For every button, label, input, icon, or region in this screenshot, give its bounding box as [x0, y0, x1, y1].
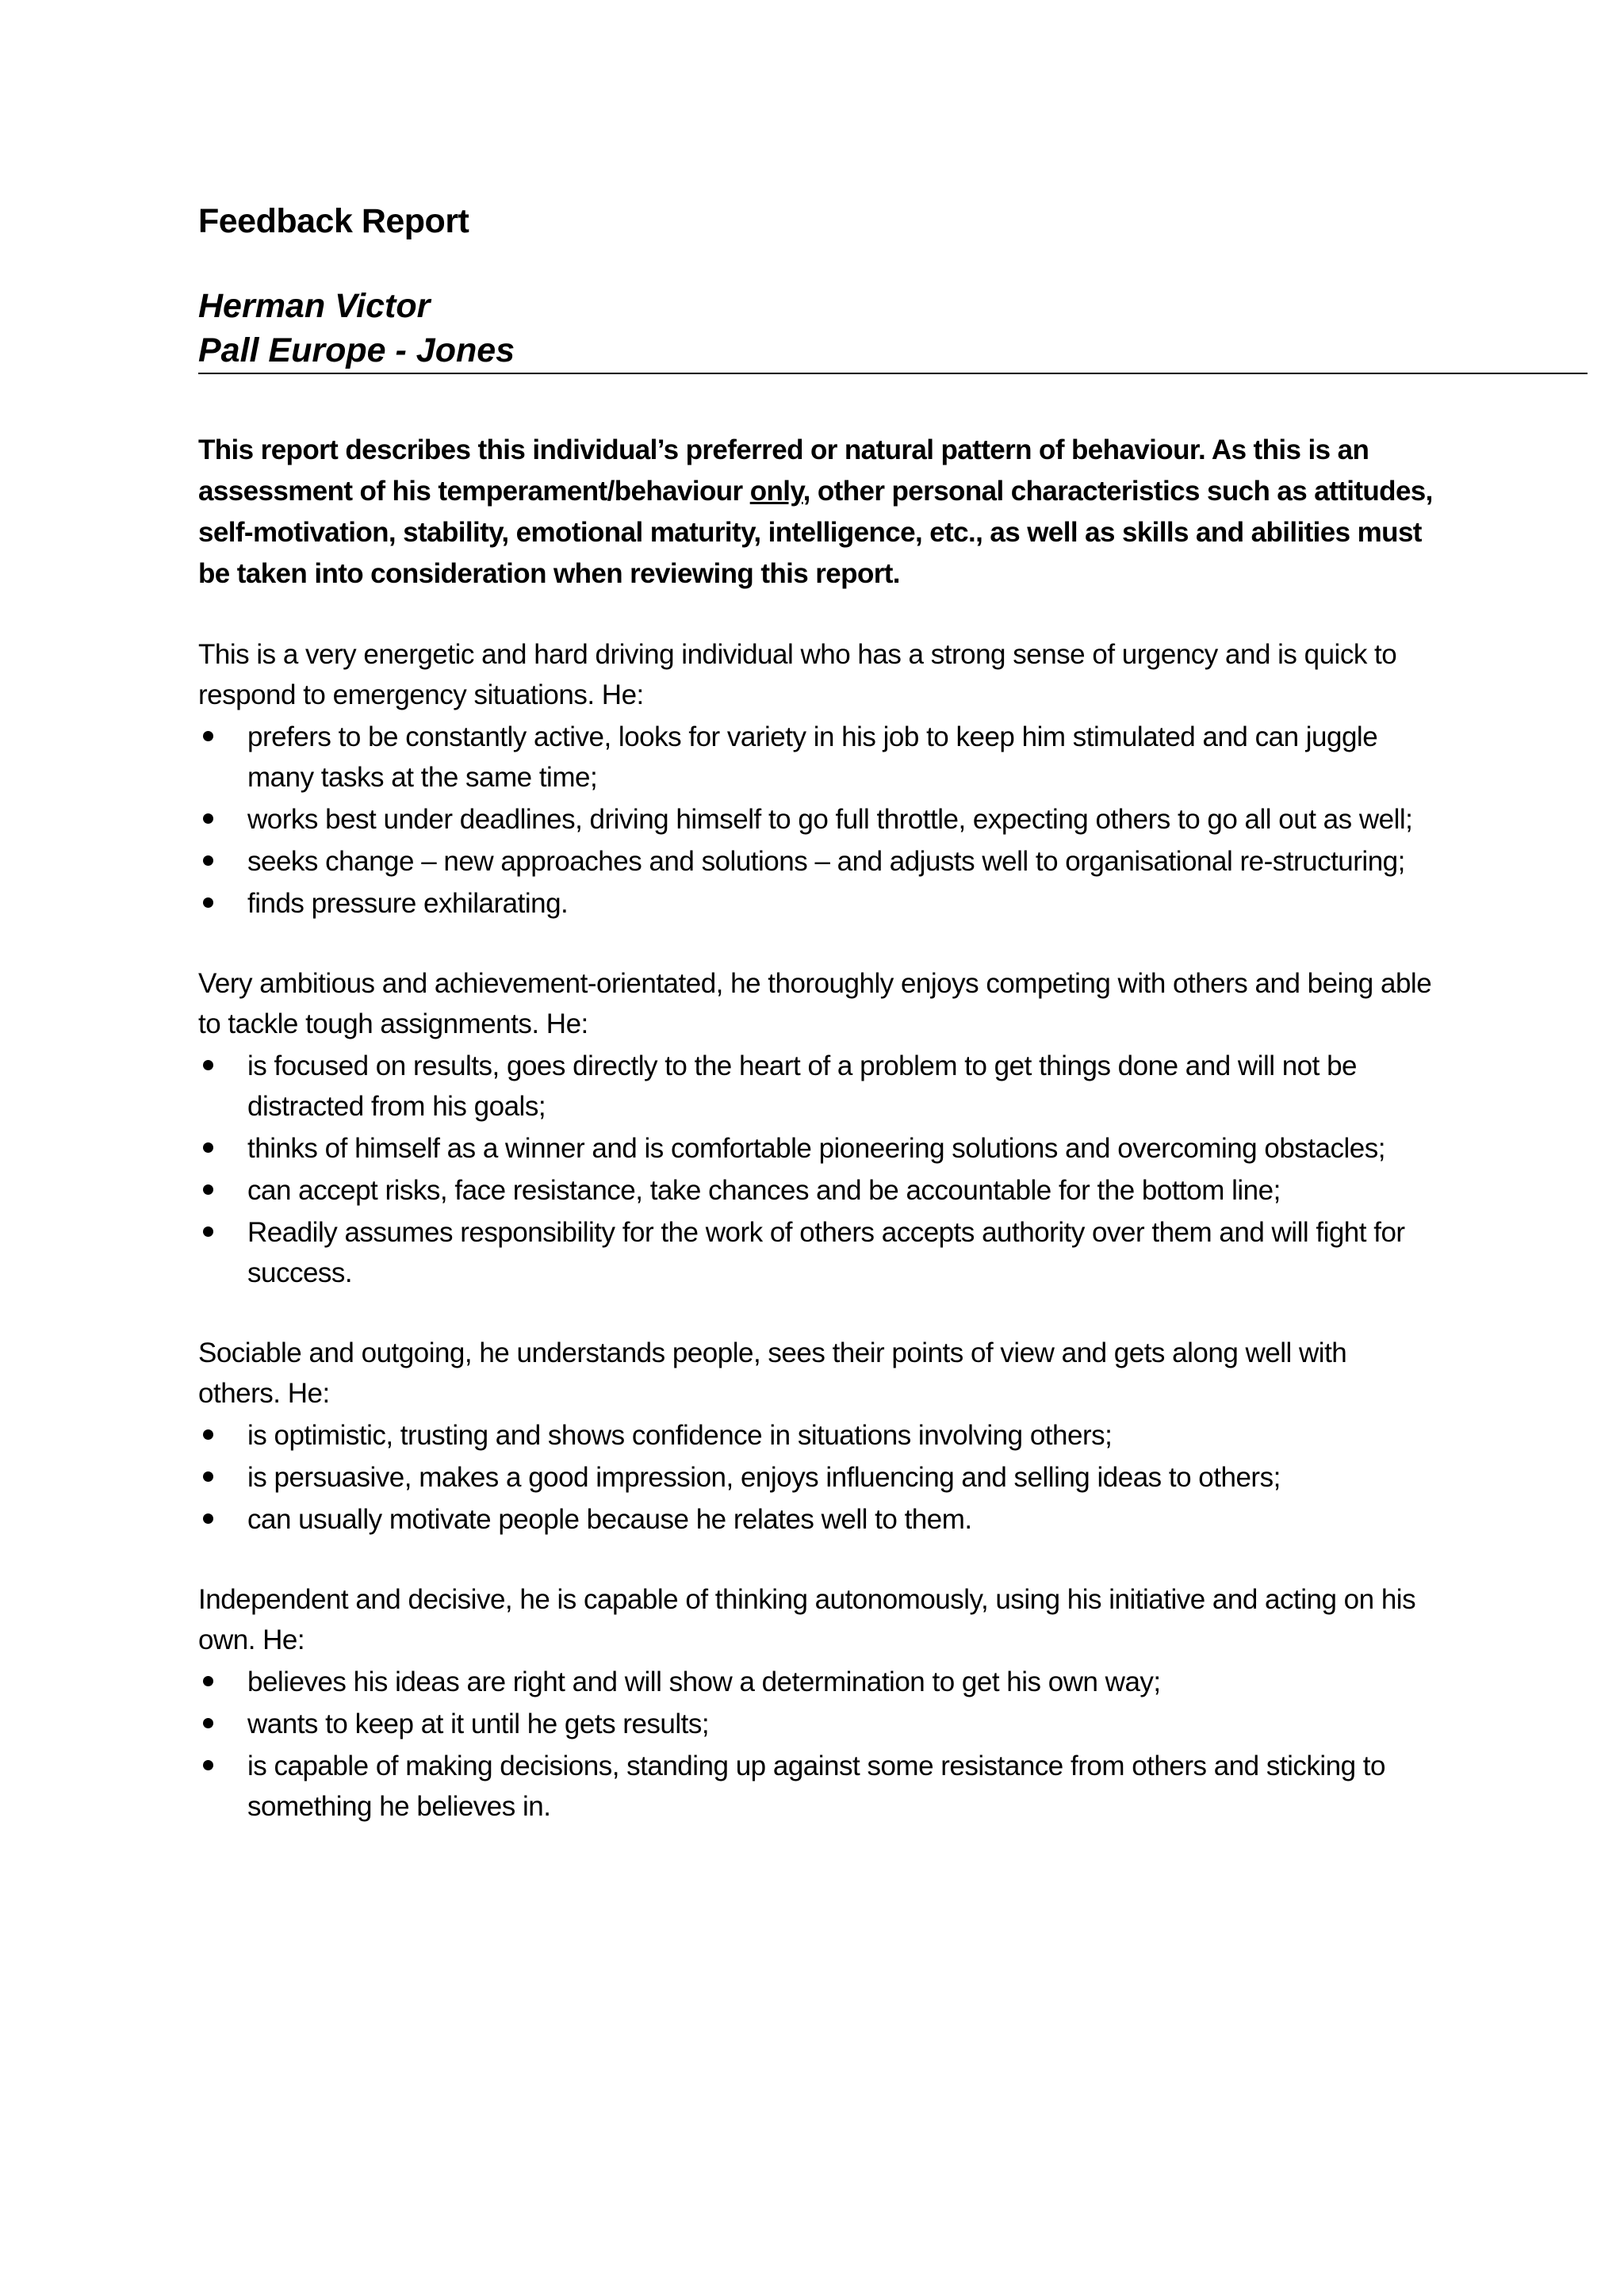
bullet-icon — [203, 1170, 227, 1211]
section-independence — [198, 1579, 1435, 1827]
list-item — [198, 841, 1435, 882]
section-lead: Independent and decisive, he is capable of thinking autonomously, using his initiative and acting on his own. He: — [198, 1584, 1416, 1655]
list-item-text: believes his ideas are right and will show a determination to get his own way; — [247, 1667, 1161, 1697]
list-item-text: is capable of making decisions, standing up against some resistance from others and sticking to something he believes in. — [247, 1751, 1385, 1822]
list-item — [198, 717, 1435, 798]
list-item — [198, 1128, 1435, 1169]
intro-disclaimer — [198, 430, 1435, 595]
list-item-text: thinks of himself as a winner and is comfortable pioneering solutions and overcoming obstacles; — [247, 1133, 1385, 1164]
list-item-text: can accept risks, face resistance, take chances and be accountable for the bottom line; — [247, 1175, 1281, 1206]
bullet-icon — [203, 1499, 227, 1540]
section-lead: Sociable and outgoing, he understands people, sees their points of view and gets along well with others. He: — [198, 1337, 1347, 1409]
list-item — [198, 883, 1435, 924]
intro-text-part1: This report describes this individual’s preferred or natural pattern of behaviour. As this is an assessment of his temperament/behaviour — [198, 434, 1369, 507]
bullet-icon — [203, 1662, 227, 1702]
document-content — [198, 190, 1435, 1827]
list-item-text: is persuasive, makes a good impression, enjoys influencing and selling ideas to others; — [247, 1462, 1281, 1493]
list-item — [198, 1415, 1435, 1456]
bullet-icon — [203, 717, 227, 757]
list-item — [198, 1457, 1435, 1498]
list-item-text: is focused on results, goes directly to the heart of a problem to get things done and will not be distracted from his goals; — [247, 1050, 1358, 1122]
person-name: Herman Victor — [198, 287, 431, 325]
intro-emphasis: only — [749, 476, 803, 507]
bullet-icon — [203, 1128, 227, 1169]
bullet-list — [198, 1415, 1435, 1540]
bullet-icon — [203, 1746, 227, 1786]
list-item-text: prefers to be constantly active, looks for variety in his job to keep him stimulated and can juggle many tasks at the same time; — [247, 721, 1378, 793]
list-item — [198, 1212, 1435, 1293]
section-lead: Very ambitious and achievement-orientated, he thoroughly enjoys competing with others and being able to tackle tough assignments. He: — [198, 968, 1432, 1039]
bullet-list — [198, 1046, 1435, 1293]
document-title: Feedback Report — [198, 202, 469, 240]
bullet-icon — [203, 1415, 227, 1456]
bullet-icon — [203, 841, 227, 882]
list-item-text: wants to keep at it until he gets results; — [247, 1709, 710, 1739]
header-rule — [198, 373, 1588, 374]
subject-header — [198, 284, 1586, 374]
organisation-name: Pall Europe - Jones — [198, 331, 515, 369]
bullet-list — [198, 1662, 1435, 1827]
list-item-text: works best under deadlines, driving himself to go full throttle, expecting others to go all out as well; — [247, 804, 1413, 835]
list-item-text: finds pressure exhilarating. — [247, 888, 569, 919]
list-item-text: seeks change – new approaches and solutions – and adjusts well to organisational re-structuring; — [247, 846, 1405, 877]
bullet-icon — [203, 1457, 227, 1498]
list-item-text: Readily assumes responsibility for the work of others accepts authority over them and will fight for success. — [247, 1217, 1405, 1288]
list-item — [198, 799, 1435, 840]
bullet-icon — [203, 883, 227, 924]
bullet-icon — [203, 1704, 227, 1744]
bullet-icon — [203, 1046, 227, 1086]
list-item — [198, 1662, 1435, 1702]
list-item — [198, 1746, 1435, 1827]
list-item-text: can usually motivate people because he relates well to them. — [247, 1504, 972, 1535]
list-item — [198, 1499, 1435, 1540]
section-energy — [198, 634, 1435, 924]
bullet-icon — [203, 1212, 227, 1253]
intro-text-part2: , other personal characteristics such as attitudes, self-motivation, stability, emotional maturity, intelligence, etc., as well as skills and abilities must be taken into consideration when reviewing this report. — [198, 476, 1433, 589]
section-ambition — [198, 963, 1435, 1293]
section-lead: This is a very energetic and hard driving individual who has a strong sense of urgency and is quick to respond to emergency situations. He: — [198, 639, 1397, 710]
bullet-icon — [203, 799, 227, 840]
list-item — [198, 1704, 1435, 1744]
list-item — [198, 1046, 1435, 1127]
list-item — [198, 1170, 1435, 1211]
list-item-text: is optimistic, trusting and shows confidence in situations involving others; — [247, 1420, 1113, 1451]
bullet-list — [198, 717, 1435, 924]
section-sociability — [198, 1333, 1435, 1540]
